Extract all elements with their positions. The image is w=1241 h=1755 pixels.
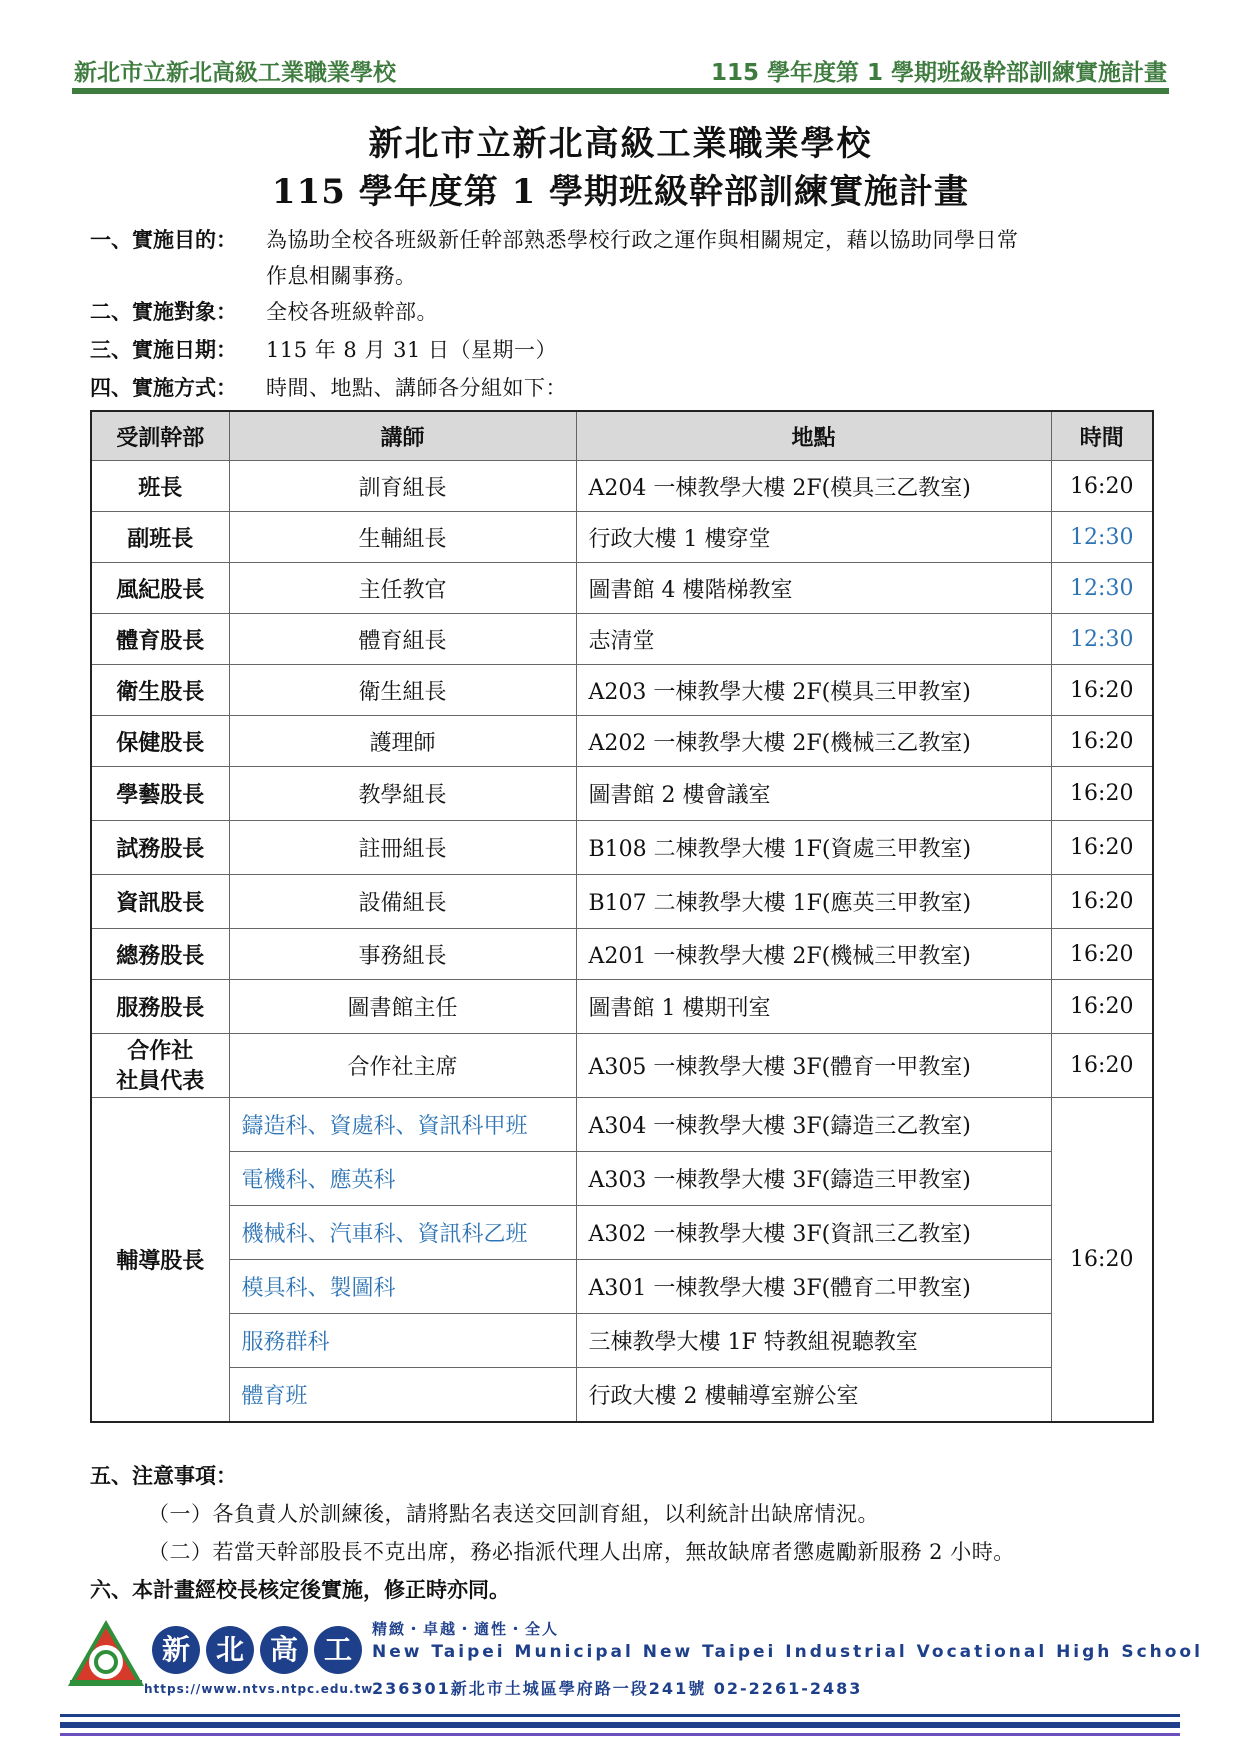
cell-location: 三棟教學大樓 1F 特教組視聽教室: [576, 1314, 1051, 1368]
cell-instructor: 機械科、汽車科、資訊科乙班: [229, 1206, 576, 1260]
col-header-role: 受訓幹部: [91, 411, 229, 461]
cell-time: 16:20: [1051, 665, 1153, 716]
col-header-instructor: 講師: [229, 411, 576, 461]
footer-char-1: 新: [152, 1626, 200, 1674]
cell-location: 圖書館 4 樓階梯教室: [576, 563, 1051, 614]
cell-location: A203 一棟教學大樓 2F(模具三甲教室): [576, 665, 1051, 716]
cell-time: 16:20: [1051, 1034, 1153, 1098]
section-4-text: 時間、地點、講師各分組如下：: [266, 376, 567, 400]
cell-role-line2: 社員代表: [116, 1067, 205, 1094]
table-row: [91, 512, 1153, 563]
footer-address: 236301新北市土城區學府路一段241號 02-2261-2483: [372, 1679, 863, 1698]
cell-time: 16:20: [1051, 980, 1153, 1034]
section-6: [90, 1574, 510, 1604]
footer-char-2: 北: [206, 1626, 254, 1674]
footer-char-4: 工: [314, 1626, 362, 1674]
cell-instructor: 服務群科: [229, 1314, 576, 1368]
footer-line: [60, 1722, 1180, 1728]
cell-time: 16:20: [1051, 461, 1153, 512]
cell-time: 16:20: [1051, 767, 1153, 821]
doc-title-line2: 115 學年度第 1 學期班級幹部訓練實施計畫: [271, 172, 970, 212]
table-row: [91, 1368, 1153, 1422]
table-row: [91, 563, 1153, 614]
cell-location: B108 二棟教學大樓 1F(資處三甲教室): [576, 821, 1051, 875]
footer-lines: [60, 1714, 1180, 1736]
cell-time: 16:20: [1051, 929, 1153, 980]
schedule-table: [90, 410, 1154, 1423]
section-5: [90, 1460, 237, 1490]
cell-role: 學藝股長: [91, 767, 229, 821]
cell-location: 志清堂: [576, 614, 1051, 665]
cell-time: 12:30: [1051, 512, 1153, 563]
table-row: [91, 821, 1153, 875]
cell-instructor: 事務組長: [229, 929, 576, 980]
section-4: [90, 372, 237, 402]
cell-role: 副班長: [91, 512, 229, 563]
section-1-text2: 作息相關事務。: [266, 264, 417, 288]
footer-line: [60, 1714, 1180, 1717]
cell-role: 資訊股長: [91, 875, 229, 929]
footer-english-name: New Taipei Municipal New Taipei Industrial Vocational High School: [372, 1642, 1203, 1662]
cell-time-guidance: 16:20: [1051, 1098, 1153, 1422]
section-2-label: 二、實施對象：: [90, 299, 237, 324]
cell-location: A301 一棟教學大樓 3F(體育二甲教室): [576, 1260, 1051, 1314]
table-row: [91, 875, 1153, 929]
cell-role: 班長: [91, 461, 229, 512]
section-3-text: 115 年 8 月 31 日（星期一）: [266, 338, 558, 362]
cell-role-line1: 合作社: [127, 1037, 194, 1064]
school-logo-icon: [66, 1618, 146, 1690]
table-row: [91, 1260, 1153, 1314]
footer-char-3: 高: [260, 1626, 308, 1674]
footer: [60, 1614, 1203, 1724]
section-3: [90, 334, 237, 364]
cell-instructor: 主任教官: [229, 563, 576, 614]
cell-instructor: 合作社主席: [229, 1034, 576, 1098]
section-4-label: 四、實施方式：: [90, 375, 237, 400]
cell-role: 服務股長: [91, 980, 229, 1034]
section-2: [90, 296, 237, 326]
doc-title-line1: 新北市立新北高級工業職業學校: [368, 124, 873, 164]
section-6-label: 六、本計畫經校長核定後實施，修正時亦同。: [90, 1577, 510, 1602]
footer-line: [60, 1733, 1180, 1736]
cell-time: 16:20: [1051, 821, 1153, 875]
section-3-label: 三、實施日期：: [90, 337, 237, 362]
page-header: [72, 52, 1169, 94]
table-row: [91, 929, 1153, 980]
cell-instructor: 生輔組長: [229, 512, 576, 563]
cell-location: A204 一棟教學大樓 2F(模具三乙教室): [576, 461, 1051, 512]
section-5-label: 五、注意事項：: [90, 1463, 237, 1488]
cell-role: 體育股長: [91, 614, 229, 665]
footer-url: https://www.ntvs.ntpc.edu.tw: [144, 1682, 374, 1696]
cell-instructor: 設備組長: [229, 875, 576, 929]
cell-time: 16:20: [1051, 875, 1153, 929]
table-row: [91, 461, 1153, 512]
col-header-time: 時間: [1051, 411, 1153, 461]
table-row: [91, 614, 1153, 665]
cell-instructor: 電機科、應英科: [229, 1152, 576, 1206]
cell-instructor: 體育班: [229, 1368, 576, 1422]
cell-instructor: 模具科、製圖科: [229, 1260, 576, 1314]
cell-location: 行政大樓 1 樓穿堂: [576, 512, 1051, 563]
section-1-label: 一、實施目的：: [90, 227, 237, 252]
table-row: [91, 716, 1153, 767]
section-2-text: 全校各班級幹部。: [266, 300, 438, 324]
cell-time: 12:30: [1051, 614, 1153, 665]
cell-instructor: 鑄造科、資處科、資訊科甲班: [229, 1098, 576, 1152]
cell-location: A303 一棟教學大樓 3F(鑄造三甲教室): [576, 1152, 1051, 1206]
cell-instructor: 體育組長: [229, 614, 576, 665]
cell-role: 試務股長: [91, 821, 229, 875]
header-school: 新北市立新北高級工業職業學校: [74, 60, 396, 86]
footer-motto: 精緻・卓越・適性・全人: [372, 1620, 560, 1638]
cell-location: 行政大樓 2 樓輔導室辦公室: [576, 1368, 1051, 1422]
table-row: [91, 1314, 1153, 1368]
cell-role: 風紀股長: [91, 563, 229, 614]
header-plan: 115 學年度第 1 學期班級幹部訓練實施計畫: [710, 60, 1167, 86]
note-1: （一）各負責人於訓練後，請將點名表送交回訓育組，以利統計出缺席情況。: [148, 1502, 879, 1526]
cell-instructor: 衛生組長: [229, 665, 576, 716]
table-row: [91, 1152, 1153, 1206]
table-row: [91, 767, 1153, 821]
section-1-text1: 為協助全校各班級新任幹部熟悉學校行政之運作與相關規定，藉以協助同學日常: [266, 228, 1019, 252]
table-row: [91, 1206, 1153, 1260]
cell-location: 圖書館 1 樓期刊室: [576, 980, 1051, 1034]
cell-instructor: 護理師: [229, 716, 576, 767]
cell-instructor: 圖書館主任: [229, 980, 576, 1034]
table-row: [91, 665, 1153, 716]
cell-instructor: 註冊組長: [229, 821, 576, 875]
col-header-location: 地點: [576, 411, 1051, 461]
cell-role: 衛生股長: [91, 665, 229, 716]
cell-instructor: 訓育組長: [229, 461, 576, 512]
cell-role: 總務股長: [91, 929, 229, 980]
cell-location: A302 一棟教學大樓 3F(資訊三乙教室): [576, 1206, 1051, 1260]
cell-time: 12:30: [1051, 563, 1153, 614]
cell-location: B107 二棟教學大樓 1F(應英三甲教室): [576, 875, 1051, 929]
cell-time: 16:20: [1051, 716, 1153, 767]
note-2: （二）若當天幹部股長不克出席，務必指派代理人出席，無故缺席者懲處勵新服務 2 小時。: [148, 1540, 1015, 1564]
cell-location: A305 一棟教學大樓 3F(體育一甲教室): [576, 1034, 1051, 1098]
cell-location: A202 一棟教學大樓 2F(機械三乙教室): [576, 716, 1051, 767]
cell-location: A304 一棟教學大樓 3F(鑄造三乙教室): [576, 1098, 1051, 1152]
cell-role-guidance: 輔導股長: [91, 1098, 229, 1422]
cell-role: 保健股長: [91, 716, 229, 767]
table-header-row: [91, 411, 1153, 461]
table-row: [91, 980, 1153, 1034]
cell-location: 圖書館 2 樓會議室: [576, 767, 1051, 821]
table-row: [91, 1034, 1153, 1098]
cell-role: [91, 1034, 229, 1098]
table-row: [91, 1098, 1153, 1152]
cell-instructor: 教學組長: [229, 767, 576, 821]
cell-location: A201 一棟教學大樓 2F(機械三甲教室): [576, 929, 1051, 980]
section-1: [90, 224, 237, 254]
